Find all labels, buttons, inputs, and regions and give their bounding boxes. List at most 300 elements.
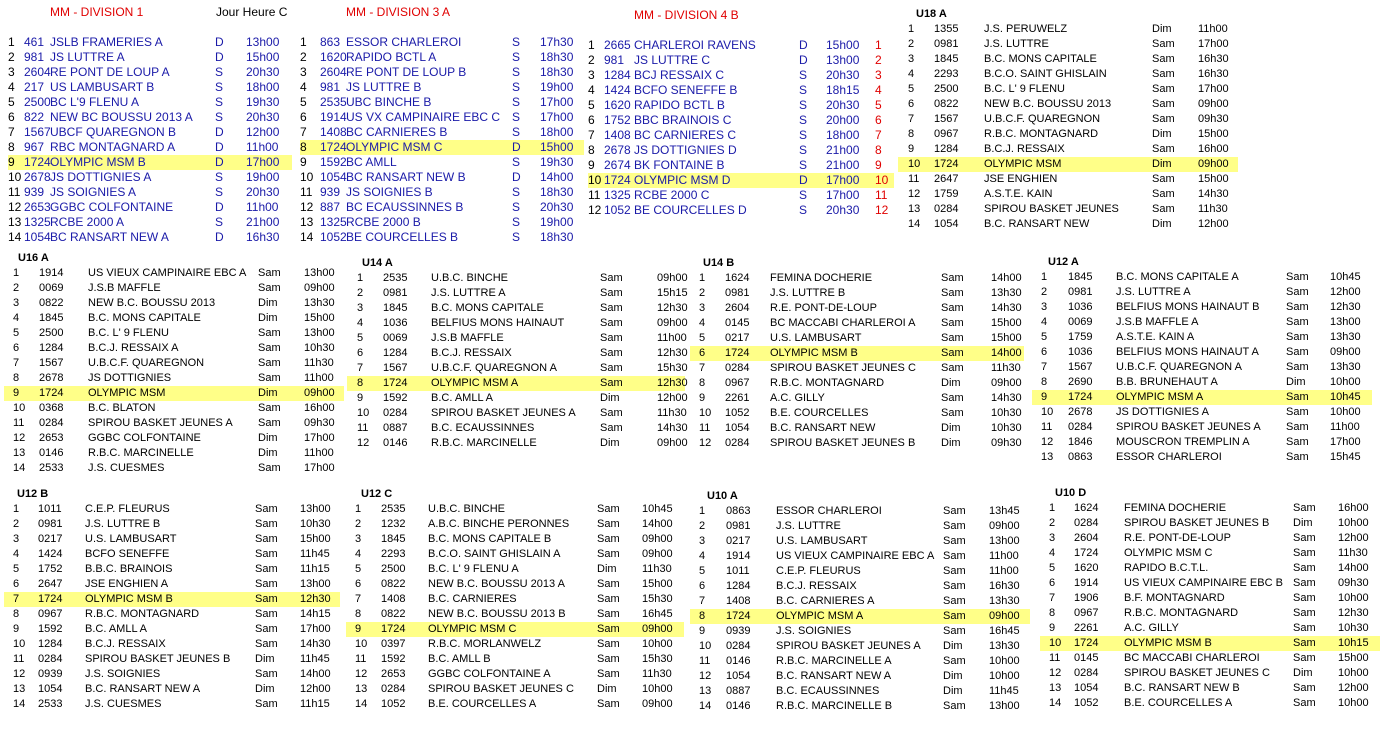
time: 15h45: [1330, 451, 1361, 463]
time: 15h30: [657, 362, 688, 374]
day: S: [512, 65, 521, 79]
time: 16h30: [246, 230, 280, 244]
day: Sam: [943, 595, 966, 607]
club-number: 0146: [726, 655, 751, 667]
ch-title: U16 A: [18, 252, 49, 264]
team: J.S. SOIGNIES: [776, 625, 852, 637]
rank: 11: [1041, 421, 1053, 433]
ch-title: U14 A: [362, 257, 393, 269]
time: 15h15: [657, 287, 688, 299]
team: J.S. LUTTRE: [776, 520, 841, 532]
table-row: [346, 547, 684, 562]
day: Sam: [941, 317, 964, 329]
rank: 5: [588, 98, 595, 112]
time: 12h30: [1338, 607, 1369, 619]
table-row: [1040, 636, 1380, 651]
rank: 10: [13, 402, 26, 414]
team: B.E. COURCELLES: [770, 407, 869, 419]
day: Dim: [943, 685, 963, 697]
day: Sam: [943, 550, 966, 562]
team: BC RANSART NEW B: [346, 170, 466, 184]
rank: 6: [699, 580, 706, 592]
time: 15h00: [300, 533, 331, 545]
day: Sam: [255, 638, 278, 650]
team: RE PONT DE LOUP B: [346, 65, 467, 79]
rank: 3: [699, 302, 706, 314]
time: 20h30: [246, 110, 280, 124]
team: JS SOIGNIES B: [346, 185, 433, 199]
day: Sam: [943, 625, 966, 637]
day: Sam: [597, 638, 620, 650]
club-number: 2261: [725, 392, 750, 404]
team: U.B.C. BINCHE: [428, 503, 506, 515]
club-number: 1284: [934, 143, 959, 155]
day: Dim: [1152, 23, 1172, 35]
rank: 2: [1049, 517, 1056, 529]
rank: 2: [699, 287, 706, 299]
time: 20h30: [540, 200, 574, 214]
rank: 11: [8, 185, 21, 199]
club-number: 0284: [726, 640, 751, 652]
club-number: 1724: [1074, 637, 1099, 649]
day: Sam: [1293, 532, 1316, 544]
team: R.B.C. MONTAGNARD: [85, 608, 200, 620]
team: BC L'9 FLENU A: [50, 95, 139, 109]
team: R.B.C. MONTAGNARD: [770, 377, 885, 389]
day: Dim: [941, 377, 961, 389]
rank: 3: [355, 533, 362, 545]
rank: 6: [1049, 577, 1056, 589]
rank: 7: [588, 128, 595, 142]
rank: 2: [8, 50, 15, 64]
ch-table: [1040, 0, 1380, 730]
table-row: [4, 577, 340, 592]
club-number: 0284: [1074, 667, 1099, 679]
time: 11h45: [300, 548, 330, 560]
day: Sam: [1286, 331, 1309, 343]
club-number: 1011: [726, 565, 750, 577]
table-row: [4, 637, 340, 652]
time: 11h00: [304, 447, 334, 459]
rank: 10: [908, 158, 921, 170]
time: 17h00: [826, 173, 860, 187]
table-row: [346, 502, 684, 517]
rank: 2: [13, 518, 20, 530]
rank: 13: [1041, 451, 1054, 463]
club-number: 1567: [24, 125, 51, 139]
rank: 10: [1049, 637, 1062, 649]
time: 10h15: [1338, 637, 1369, 649]
team: JSE ENGHIEN: [984, 173, 1058, 185]
team: J.S. LUTTRE A: [431, 287, 506, 299]
team: OLYMPIC MSM C: [1124, 547, 1213, 559]
day: Dim: [258, 297, 278, 309]
time: 09h30: [1198, 113, 1229, 125]
time: 14h15: [300, 608, 331, 620]
time: 18h30: [540, 185, 574, 199]
rank: 2: [13, 282, 20, 294]
rank: 11: [1049, 652, 1061, 664]
club-number: 1724: [381, 623, 406, 635]
club-number: 1845: [381, 533, 406, 545]
club-number: 1620: [604, 98, 631, 112]
time: 18h00: [826, 128, 860, 142]
team: NEW B.C. BOUSSU 2013: [88, 297, 216, 309]
table-row: [4, 547, 340, 562]
time: 09h00: [642, 623, 673, 635]
team: RCBE 2000 C: [634, 188, 710, 202]
club-number: 1325: [320, 215, 347, 229]
team: US VIEUX CAMPINAIRE EBC A: [88, 267, 247, 279]
rank: 2: [300, 50, 307, 64]
rank: 14: [355, 698, 368, 710]
time: 15h00: [1338, 652, 1369, 664]
day: Dim: [1293, 517, 1313, 529]
time: 11h45: [300, 653, 330, 665]
team: B.E. COURCELLES A: [428, 698, 537, 710]
time: 16h00: [1198, 143, 1229, 155]
team: J.S. SOIGNIES: [85, 668, 161, 680]
day: D: [215, 230, 224, 244]
time: 17h00: [540, 95, 574, 109]
club-number: 2653: [24, 200, 51, 214]
day: Sam: [1152, 143, 1175, 155]
time: 09h00: [1330, 346, 1361, 358]
rank: 8: [300, 140, 307, 154]
team: RAPIDO B.C.T.L.: [1124, 562, 1209, 574]
rank: 11: [908, 173, 920, 185]
team: C.E.P. FLEURUS: [776, 565, 861, 577]
club-number: 0217: [38, 533, 63, 545]
time: 16h30: [1198, 53, 1229, 65]
rank: 8: [588, 143, 595, 157]
rank: 2: [355, 518, 362, 530]
rank: 5: [1049, 562, 1056, 574]
day: S: [512, 50, 521, 64]
team: B.C. ECAUSSINNES: [776, 685, 880, 697]
rank: 2: [1041, 286, 1048, 298]
club-number: 0284: [1068, 421, 1093, 433]
team: JS SOIGNIES A: [50, 185, 137, 199]
team: SPIROU BASKET JEUNES A: [88, 417, 233, 429]
team: J.S. CUESMES: [85, 698, 162, 710]
day: Sam: [943, 505, 966, 517]
rank: 11: [699, 422, 711, 434]
day: Sam: [255, 608, 278, 620]
team: RBC MONTAGNARD A: [50, 140, 176, 154]
team: BC AMLL: [346, 155, 397, 169]
rank: 8: [1041, 376, 1048, 388]
club-number: 1592: [38, 623, 63, 635]
day: Sam: [258, 417, 281, 429]
team: B.C. RANSART NEW: [984, 218, 1090, 230]
club-number: 1724: [38, 593, 63, 605]
day: Sam: [1286, 316, 1309, 328]
div-title: MM - DIVISION 3 A: [346, 5, 451, 19]
rank: 7: [13, 357, 20, 369]
rank: 12: [699, 670, 712, 682]
rank: 7: [13, 593, 20, 605]
rank: 1: [13, 267, 20, 279]
time: 12h00: [1330, 286, 1361, 298]
team: J.S. LUTTRE: [984, 38, 1049, 50]
time: 10h00: [989, 670, 1020, 682]
rank: 4: [699, 317, 706, 329]
club-number: 2535: [320, 95, 347, 109]
day: S: [799, 113, 808, 127]
time: 11h00: [1330, 421, 1360, 433]
club-number: 1424: [604, 83, 631, 97]
team: R.B.C. MONTAGNARD: [1124, 607, 1239, 619]
team: B.B. BRUNEHAUT A: [1116, 376, 1218, 388]
rank: 13: [8, 215, 22, 229]
club-number: 1052: [381, 698, 406, 710]
rank: 12: [699, 437, 712, 449]
club-number: 0397: [381, 638, 406, 650]
team: B.C. RANSART NEW B: [1124, 682, 1240, 694]
time: 09h30: [304, 417, 335, 429]
team: U.B.C.F. QUAREGNON: [984, 113, 1101, 125]
time: 11h00: [989, 550, 1019, 562]
club-number: 1914: [320, 110, 347, 124]
day: Sam: [600, 272, 623, 284]
time: 14h00: [991, 347, 1022, 359]
day: Dim: [1152, 218, 1172, 230]
day: S: [799, 68, 808, 82]
rank: 1: [908, 23, 915, 35]
rank: 6: [908, 98, 915, 110]
time: 15h00: [1198, 128, 1229, 140]
club-number: 1054: [934, 218, 959, 230]
club-number: 1284: [38, 638, 63, 650]
rank: 6: [13, 578, 20, 590]
rank: 11: [13, 653, 25, 665]
team: R.E. PONT-DE-LOUP: [1124, 532, 1231, 544]
team: B.C.J. RESSAIX: [776, 580, 857, 592]
time: 12h00: [657, 392, 688, 404]
team: U.S. LAMBUSART: [770, 332, 862, 344]
rank: 12: [908, 188, 921, 200]
rank: 10: [13, 638, 26, 650]
rank-marker: 11: [875, 188, 888, 202]
rank: 3: [13, 533, 20, 545]
time: 16h00: [1338, 502, 1369, 514]
club-number: 2665: [604, 38, 631, 52]
rank: 7: [1049, 592, 1056, 604]
rank: 6: [13, 342, 20, 354]
rank: 11: [13, 417, 25, 429]
team: B.C.O. SAINT GHISLAIN: [984, 68, 1107, 80]
day: Sam: [943, 700, 966, 712]
day: S: [799, 128, 808, 142]
club-number: 217: [24, 80, 45, 94]
time: 13h30: [1330, 331, 1361, 343]
day: Sam: [255, 698, 278, 710]
day: Dim: [600, 392, 620, 404]
rank: 10: [699, 640, 712, 652]
day: Dim: [1286, 376, 1306, 388]
time: 11h00: [989, 565, 1019, 577]
team: U.B.C. BINCHE: [431, 272, 509, 284]
club-number: 2293: [934, 68, 959, 80]
day: Sam: [1286, 391, 1309, 403]
day: Sam: [941, 302, 964, 314]
day: S: [512, 125, 521, 139]
day: Sam: [597, 623, 620, 635]
time: 20h30: [246, 65, 280, 79]
team: B.C. AMLL A: [85, 623, 147, 635]
table-row: [4, 562, 340, 577]
rank-marker: 4: [875, 83, 882, 97]
time: 13h00: [989, 535, 1020, 547]
day: S: [512, 95, 521, 109]
table-row: [346, 622, 684, 637]
day: Sam: [1293, 622, 1316, 634]
day: S: [799, 143, 808, 157]
team: J.S.B MAFFLE: [431, 332, 504, 344]
team: ESSOR CHARLEROI: [776, 505, 882, 517]
rank: 9: [699, 625, 706, 637]
club-number: 2647: [934, 173, 959, 185]
rank: 14: [13, 698, 26, 710]
team: BELFIUS MONS HAINAUT B: [1116, 301, 1260, 313]
day: Sam: [600, 317, 623, 329]
rank: 3: [699, 535, 706, 547]
rank: 14: [699, 700, 712, 712]
club-number: 0981: [934, 38, 959, 50]
club-number: 0967: [38, 608, 63, 620]
team: U.B.C.F. QUAREGNON A: [1116, 361, 1242, 373]
club-number: 1052: [320, 230, 347, 244]
rank: 1: [1041, 271, 1048, 283]
team: OLYMPIC MSM A: [431, 377, 519, 389]
table-row: [4, 622, 340, 637]
table-row: [4, 682, 340, 697]
day: Sam: [600, 302, 623, 314]
rank: 2: [699, 520, 706, 532]
day: Sam: [255, 503, 278, 515]
rank: 1: [699, 505, 706, 517]
day: Sam: [597, 653, 620, 665]
time: 13h30: [304, 297, 335, 309]
day: Sam: [597, 548, 620, 560]
rank: 14: [13, 462, 26, 474]
rank: 1: [588, 38, 595, 52]
rank: 10: [699, 407, 712, 419]
time: 15h00: [991, 332, 1022, 344]
time: 13h00: [989, 700, 1020, 712]
club-number: 1724: [1074, 547, 1099, 559]
rank: 7: [355, 593, 362, 605]
time: 17h00: [1198, 38, 1229, 50]
table-row: [1040, 681, 1380, 696]
time: 09h00: [642, 533, 673, 545]
club-number: 1325: [604, 188, 631, 202]
team: SPIROU BASKET JEUNES C: [1124, 667, 1270, 679]
day: Sam: [1286, 301, 1309, 313]
time: 20h00: [826, 113, 860, 127]
ch-table: [690, 0, 1030, 730]
team: J.S.B MAFFLE: [88, 282, 161, 294]
rank: 7: [699, 595, 706, 607]
club-number: 1284: [39, 342, 64, 354]
club-number: 2690: [1068, 376, 1093, 388]
team: C.E.P. FLEURUS: [85, 503, 170, 515]
day: S: [799, 158, 808, 172]
time: 13h30: [991, 287, 1022, 299]
rank-marker: 10: [875, 173, 889, 187]
time: 09h00: [989, 520, 1020, 532]
column-headers: Jour Heure C: [216, 5, 288, 19]
day: Sam: [1293, 592, 1316, 604]
rank: 14: [300, 230, 314, 244]
team: A.S.T.E. KAIN: [984, 188, 1053, 200]
time: 10h45: [1330, 271, 1361, 283]
day: Sam: [941, 407, 964, 419]
team: B.C.O. SAINT GHISLAIN A: [428, 548, 561, 560]
table-row: [4, 607, 340, 622]
rank: 9: [699, 392, 706, 404]
day: Sam: [258, 342, 281, 354]
day: Sam: [597, 518, 620, 530]
ch-title: U10 A: [707, 490, 738, 502]
day: Sam: [258, 357, 281, 369]
team: U.B.C.F. QUAREGNON A: [431, 362, 557, 374]
club-number: 0822: [381, 608, 406, 620]
time: 10h30: [304, 342, 335, 354]
time: 11h00: [1198, 23, 1228, 35]
day: Dim: [255, 653, 275, 665]
club-number: 1054: [320, 170, 347, 184]
day: Sam: [941, 362, 964, 374]
club-number: 1752: [38, 563, 63, 575]
day: Dim: [1293, 667, 1313, 679]
team: B.C. ECAUSSINNES: [431, 422, 535, 434]
rank-marker: 5: [875, 98, 882, 112]
day: Sam: [941, 287, 964, 299]
day: Sam: [1286, 346, 1309, 358]
time: 12h30: [300, 593, 331, 605]
time: 14h30: [991, 302, 1022, 314]
day: Sam: [597, 533, 620, 545]
time: 19h00: [540, 215, 574, 229]
rank: 5: [13, 563, 20, 575]
time: 09h00: [1198, 98, 1229, 110]
day: Sam: [597, 593, 620, 605]
club-number: 1724: [320, 140, 347, 154]
club-number: 981: [320, 80, 341, 94]
table-row: [1040, 531, 1380, 546]
team: OLYMPIC MSM: [984, 158, 1062, 170]
club-number: 0887: [726, 685, 751, 697]
day: S: [512, 155, 521, 169]
day: S: [512, 35, 521, 49]
ch-table: [346, 0, 684, 730]
day: Sam: [943, 565, 966, 577]
day: Sam: [600, 377, 623, 389]
club-number: 0822: [381, 578, 406, 590]
day: Sam: [1293, 637, 1316, 649]
time: 12h30: [657, 347, 688, 359]
rank: 4: [355, 548, 362, 560]
team: R.B.C. MORLANWELZ: [428, 638, 542, 650]
club-number: 1914: [1074, 577, 1099, 589]
club-number: 1759: [1068, 331, 1093, 343]
club-number: 1845: [383, 302, 408, 314]
club-number: 1724: [725, 347, 750, 359]
day: Dim: [941, 437, 961, 449]
day: Sam: [600, 287, 623, 299]
